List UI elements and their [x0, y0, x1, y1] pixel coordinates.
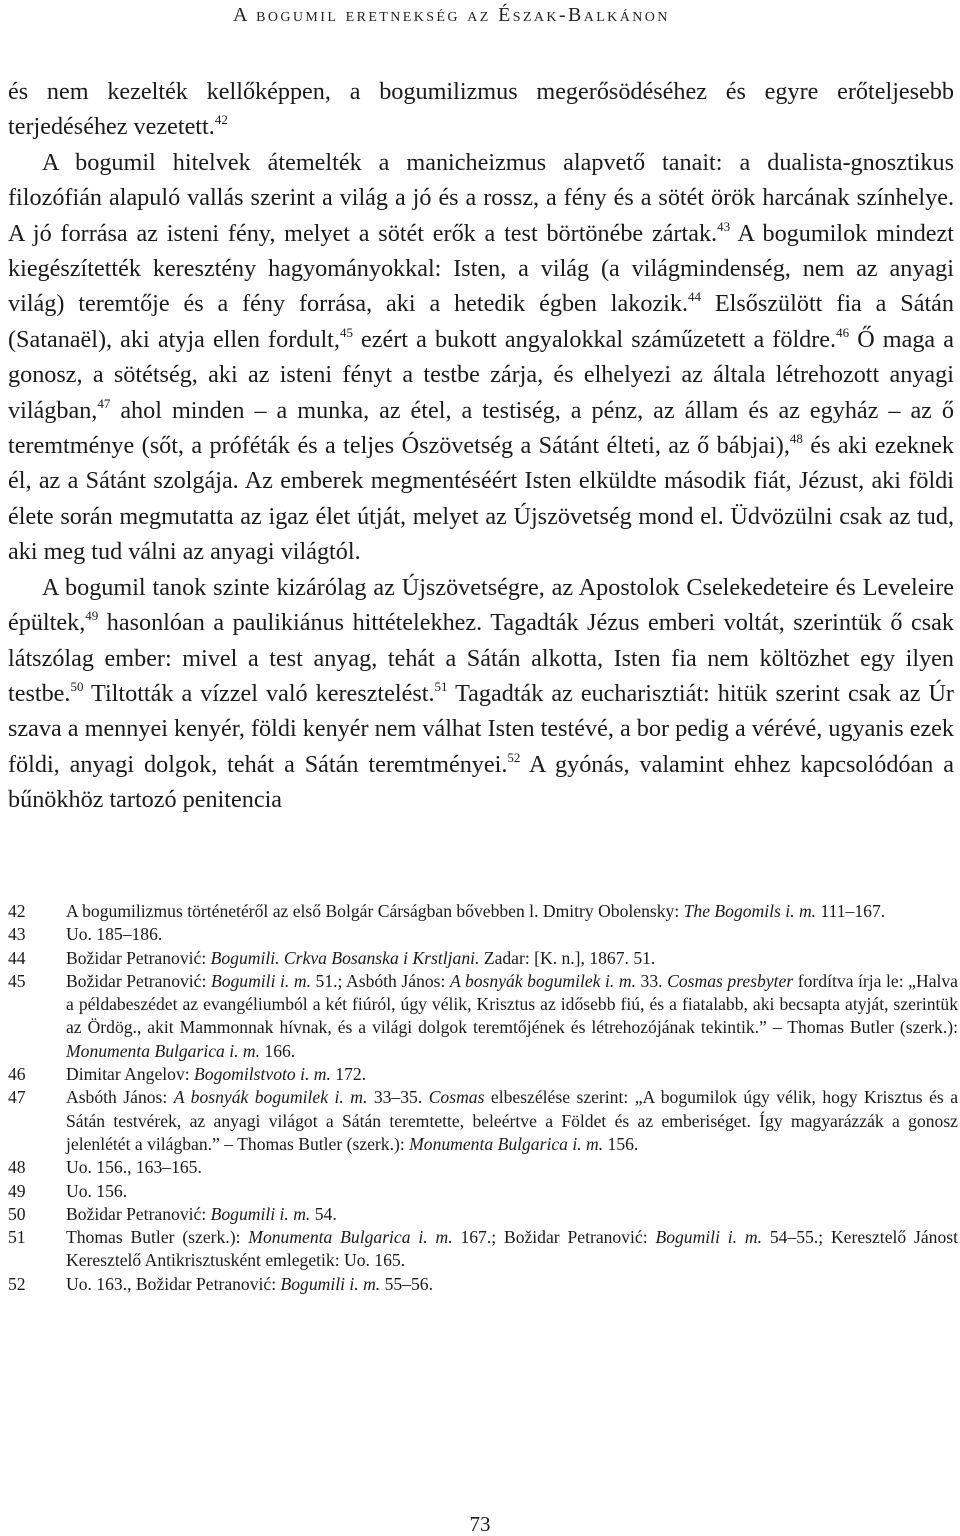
text-run: és nem kezelték kellőképpen, a bogumilizmus megerősödéséhez és egyre erőteljesebb terjedéséhez vezetett.: [8, 78, 954, 141]
text-run: Božidar Petranović:: [66, 1203, 211, 1224]
italic-title: Bogumili. Crkva Bosanska i Krstljani.: [210, 947, 480, 968]
footnote-text: [66, 970, 958, 1063]
text-run: 54–55.; Keresztelő Jánost Keresztelő Antikrisztusként emlegetik: Uo. 165.: [66, 1227, 959, 1271]
text-run: és aki ezeknek él, az a Sátánt szolgája. Az emberek megmentéséért Isten elküldte második fiát, Jézust, aki földi élete során megmutatta az igaz élet útját, melyet az Újszövetség mond el. Üdvözülni csak az tud, aki meg tud válni az anyagi világtól.: [8, 432, 954, 566]
italic-title: Bogumili i. m.: [210, 1203, 311, 1224]
text-run: Dimitar Angelov:: [66, 1064, 195, 1085]
footnote-number: 44: [8, 947, 26, 968]
text-run: Zadar: [K. n.], 1867. 51.: [479, 947, 656, 968]
footnote: [8, 1180, 958, 1203]
italic-title: Bogumili i. m.: [280, 1273, 381, 1294]
text-run: A bogumilizmus történetéről az első Bolgár Cárságban bővebben l. Dmitry Obolensky:: [66, 901, 684, 921]
text-run: 33–35.: [367, 1087, 429, 1108]
footnote-text: [66, 900, 958, 923]
italic-title: The Bogomils i. m.: [683, 901, 817, 921]
footnote-reference: 43: [717, 218, 731, 234]
footnote: [8, 1273, 958, 1296]
text-run: 111–167.: [816, 901, 886, 921]
footnotes: [8, 900, 958, 1296]
text-run: Tagadták az eucharisztiát: hitük szerint csak az Úr szava a mennyei kenyér, földi kenyér nem válhat Isten testévé, a bor pedig a vérévé, ugyanis ezek földi, anyagi dolgok, tehát a Sátán teremtményei.: [8, 679, 954, 778]
footnote: [8, 923, 958, 946]
footnote: [8, 1156, 958, 1179]
text-run: 51.; Asbóth János:: [310, 970, 450, 991]
footnote-number: 51: [8, 1227, 26, 1248]
footnote-number: 48: [8, 1157, 26, 1178]
footnote-reference: 48: [789, 431, 803, 447]
text-run: 167.; Božidar Petranović:: [452, 1227, 656, 1248]
text-run: A bogumil hitelvek átemelték a manicheizmus alapvető tanait: a dualista-gnosztikus filozófián alapuló vallás szerint a világ a jó és a rossz, a fény és a sötét örök harcának színhelye. A jó forrása az isteni fény, melyet a sötét erők a test börtönébe zártak.: [8, 148, 954, 247]
footnote-number: 45: [8, 970, 26, 991]
body-paragraph: [8, 145, 954, 570]
footnote-number: 49: [8, 1180, 26, 1201]
footnote-reference: 45: [339, 324, 353, 340]
footnote-text: [66, 947, 958, 970]
text-run: Uo. 185–186.: [66, 924, 163, 945]
italic-title: Bogumili i. m.: [210, 970, 311, 991]
footnote-text: [66, 1063, 958, 1086]
footnote-reference: 47: [97, 395, 111, 411]
footnote-text: [66, 1273, 958, 1296]
text-run: Ő maga a gonosz, a sötétség, aki az isteni fényt a testbe zárja, és elhelyezi az általa létrehozott anyagi világban,: [8, 325, 954, 424]
footnote: [8, 947, 958, 970]
text-run: hasonlóan a paulikiánus hittételekhez. Tagadták Jézus emberi voltát, szerintük ő csak látszólag ember: mivel a test anyag, tehát a Sátán alkotta, Isten fia nem költözhet egy ilyen testbe.: [8, 609, 954, 707]
text-run: A bogumilok mindezt kiegészítették keresztény hagyományokkal: Isten, a világ (a világmindenség, nem az anyagi világ) teremtője és a fény forrása, aki a hetedik égben lakozik.: [8, 219, 954, 318]
footnote: [8, 900, 958, 923]
text-run: Božidar Petranović:: [66, 947, 211, 968]
text-run: fordítva írja le: „Halva a példabeszédet az evangéliumból a két fiúról, úgy vélik, Krisztus az idősebb fiú, és a fiatalabb, aki becsapta atyját, szerintük az Ördög., akit Mammonnak hívnak, és a világi dolgok teremtőjének és létrehozójának tekintik.” – Thomas Butler (szerk.):: [66, 970, 958, 1038]
text-run: ezért a bukott angyalokkal száműzetett a földre.: [352, 325, 837, 353]
text-run: A gyónás, valamint ehhez kapcsolódóan a bűnökhöz tartozó penitencia: [8, 750, 954, 814]
footnote-number: 42: [8, 901, 26, 921]
italic-title: A bosnyák bogumilek i. m.: [173, 1087, 368, 1108]
text-run: ahol minden – a munka, az étel, a testiség, a pénz, az állam és az egyház – az ő teremtménye (sőt, a próféták és a teljes Ószövetség a Sátánt élteti, az ő bábjai),: [8, 396, 954, 460]
italic-title: Bogomilstvoto i. m.: [194, 1064, 331, 1085]
body-paragraph: [8, 570, 954, 818]
footnote-number: 47: [8, 1087, 26, 1108]
text-run: 55–56.: [380, 1273, 433, 1294]
footnote-reference: 52: [507, 749, 521, 765]
footnote-text: [66, 1086, 958, 1156]
footnote-text: [66, 1156, 958, 1179]
footnote-number: 52: [8, 1273, 26, 1294]
italic-title: Monumenta Bulgarica i. m.: [248, 1227, 453, 1248]
footnote-text: [66, 1180, 958, 1203]
text-run: 156.: [603, 1133, 639, 1154]
main-text: [8, 74, 954, 818]
footnote-reference: 49: [85, 608, 99, 624]
italic-title: Monumenta Bulgarica i. m.: [409, 1133, 604, 1154]
footnote-reference: 46: [836, 324, 850, 340]
italic-title: Cosmas presbyter: [667, 970, 794, 991]
footnote-reference: 51: [434, 678, 448, 694]
text-run: Uo. 156.: [66, 1180, 128, 1201]
italic-title: Cosmas: [428, 1087, 485, 1108]
footnote-reference: 42: [214, 112, 228, 128]
page-number: 73: [469, 1512, 491, 1536]
italic-title: Bogumili i. m.: [655, 1227, 763, 1248]
italic-title: A bosnyák bogumilek i. m.: [449, 970, 636, 991]
running-head: A bogumil eretnekség az Észak-Balkánon: [233, 4, 670, 26]
text-run: 33.: [635, 970, 668, 991]
text-run: elbeszélése szerint: „A bogumilok úgy vélik, hogy Krisztus és a Sátán testvérek, az anyagi világot a Sátán teremtette, beleértve a Földet és az emberiséget. Így magyarázzák a gonosz jelenlétét a világban.” – Thomas Butler (szerk.):: [66, 1087, 958, 1154]
text-run: 54.: [310, 1203, 337, 1224]
footnote-reference: 44: [688, 289, 702, 305]
body-paragraph: [8, 74, 954, 145]
text-run: A bogumil tanok szinte kizárólag az Újszövetségre, az Apostolok Cselekedeteire és Leveleire épültek,: [8, 573, 954, 637]
footnote: [8, 970, 958, 1063]
text-run: 172.: [330, 1064, 367, 1085]
footnote-reference: 50: [70, 678, 84, 694]
footnote-number: 43: [8, 924, 26, 945]
text-run: Asbóth János:: [66, 1087, 174, 1108]
footnote-text: [66, 1226, 958, 1273]
footnote-number: 50: [8, 1203, 26, 1224]
footnote: [8, 1203, 958, 1226]
text-run: Tiltották a vízzel való keresztelést.: [83, 679, 435, 707]
italic-title: Monumenta Bulgarica i. m.: [66, 1040, 260, 1061]
footnote: [8, 1063, 958, 1086]
text-run: Elsőszülött fia a Sátán (Satanaël), aki atyja ellen fordult,: [8, 290, 954, 353]
footnote-number: 46: [8, 1064, 26, 1085]
text-run: Thomas Butler (szerk.):: [66, 1227, 249, 1248]
text-run: Uo. 156., 163–165.: [66, 1157, 202, 1178]
text-run: Uo. 163., Božidar Petranović:: [66, 1273, 281, 1294]
text-run: Božidar Petranović:: [66, 970, 211, 991]
footnote-text: [66, 1203, 958, 1226]
footnote-text: [66, 923, 958, 946]
footnote: [8, 1086, 958, 1156]
footnote: [8, 1226, 958, 1273]
text-run: 166.: [260, 1040, 296, 1061]
